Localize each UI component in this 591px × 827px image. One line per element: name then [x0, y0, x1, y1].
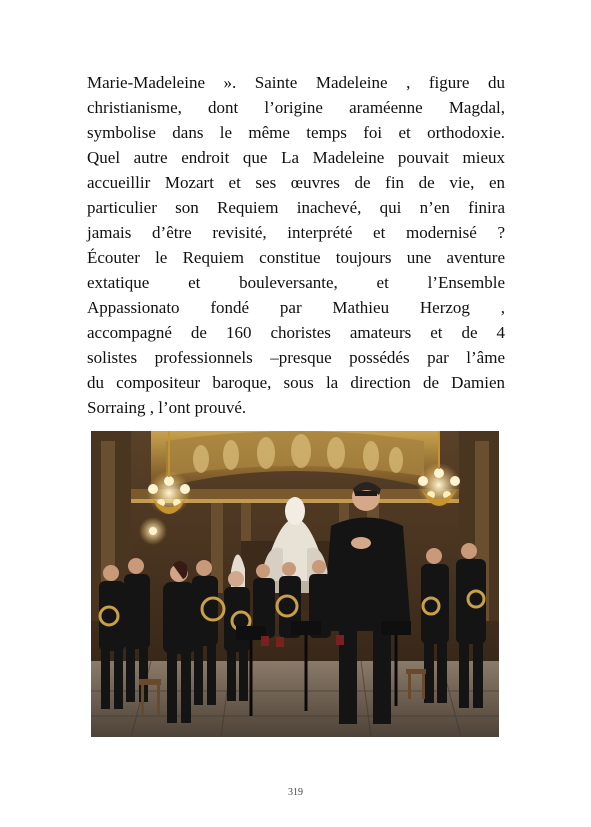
text-line: extatique et bouleversante, et l’Ensemble — [87, 273, 505, 292]
page-number: 319 — [288, 787, 303, 798]
text-line: solistes professionnels –presque possédés par l’âme — [87, 348, 505, 367]
text-line: Écouter le Requiem constitue toujours une aventure — [87, 248, 505, 267]
text-line: accompagné de 160 choristes amateurs et de 4 — [87, 323, 505, 342]
text-line: Appassionato fondé par Mathieu Herzog , — [87, 298, 505, 317]
text-line: Sorraing , l’ont prouvé. — [87, 398, 247, 417]
text-line: accueillir Mozart et ses œuvres de fin de vie, en — [87, 173, 505, 192]
text-line: symbolise dans le même temps foi et orthodoxie. — [87, 123, 505, 142]
body-paragraph — [87, 70, 505, 420]
text-line: Marie-Madeleine ». Sainte Madeleine , figure du — [87, 73, 505, 92]
text-line: Quel autre endroit que La Madeleine pouvait mieux — [87, 148, 505, 167]
concert-photo — [91, 431, 499, 737]
text-line: particulier son Requiem inachevé, qui n’en finira — [87, 198, 505, 217]
text-line: du compositeur baroque, sous la direction de Damien — [87, 373, 505, 392]
text-line: jamais d’être revisité, interprété et modernisé ? — [87, 223, 505, 242]
text-line: christianisme, dont l’origine araméenne Magdal, — [87, 98, 505, 117]
concert-photo-icon — [91, 431, 499, 737]
